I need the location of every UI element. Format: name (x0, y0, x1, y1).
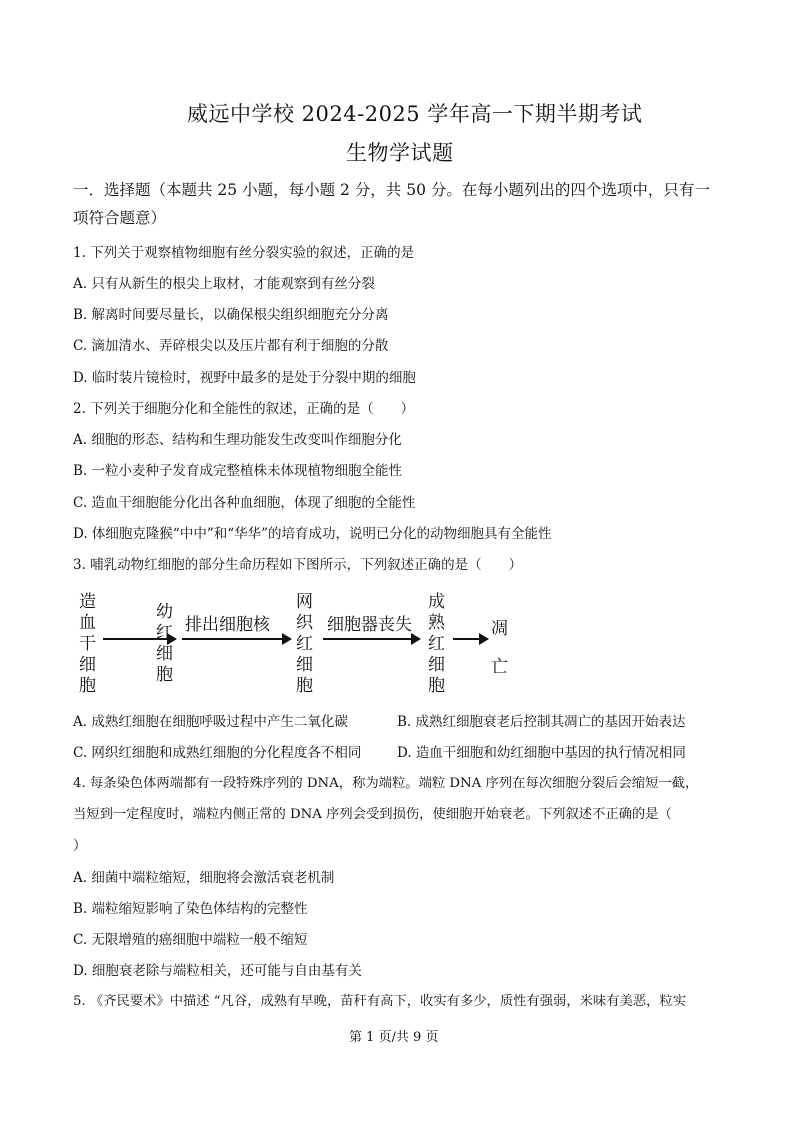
q2-option-b: B. 一粒小麦种子发育成完整植株未体现植物细胞全能性 (73, 463, 403, 479)
q2-option-d: D. 体细胞克隆猴“中中”和“华华”的培育成功，说明已分化的动物细胞具有全能性 (73, 526, 552, 542)
q4-stem-line2: 当短到一定程度时，端粒内侧正常的 DNA 序列会受到损伤，使细胞开始衰老。下列叙述不正确的是（ (73, 807, 672, 822)
q4-stem-line1: 4. 每条染色体两端都有一段特殊序列的 DNA，称为端粒。端粒 DNA 序列在每次细胞分裂后会缩短一截， (73, 776, 699, 791)
stage-young-red-cell: 幼 红 细 胞 (156, 602, 173, 685)
q1-option-c: C. 滴加清水、弄碎根尖以及压片都有利于细胞的分散 (73, 338, 389, 354)
q1-option-d: D. 临时装片镜检时，视野中最多的是处于分裂中期的细胞 (73, 370, 416, 386)
q4-option-c: C. 无限增殖的癌细胞中端粒一般不缩短 (73, 932, 308, 948)
arrow-2-label: 排出细胞核 (185, 615, 270, 635)
stage-mature-red-cell: 成 熟 红 细 胞 (428, 592, 445, 696)
q2-option-a: A. 细胞的形态、结构和生理功能发生改变叫作细胞分化 (73, 432, 402, 448)
q3-option-d: D. 造血干细胞和幼红细胞中基因的执行情况相同 (397, 745, 686, 761)
q1-stem: 1. 下列关于观察植物细胞有丝分裂实验的叙述，正确的是 (73, 245, 415, 261)
q3-option-c: C. 网织红细胞和成熟红细胞的分化程度各不相同 (73, 745, 362, 761)
q4-option-a: A. 细菌中端粒缩短，细胞将会激活衰老机制 (73, 870, 335, 886)
q3-option-b: B. 成熟红细胞衰老后控制其凋亡的基因开始表达 (397, 714, 686, 730)
q1-option-a: A. 只有从新生的根尖上取材，才能观察到有丝分裂 (73, 276, 375, 292)
q2-option-c: C. 造血干细胞能分化出各种血细胞，体现了细胞的全能性 (73, 495, 416, 511)
red-cell-lifecycle-figure (70, 588, 530, 698)
q5-stem: 5. 《齐民要术》中描述 “凡谷，成熟有早晚，苗秆有高下，收实有多少，质性有强弱，米味有美恶，粒实 (73, 994, 686, 1009)
arrow-3 (323, 638, 419, 640)
stage-apoptosis: 凋 亡 (491, 619, 508, 677)
q3-option-a: A. 成熟红细胞在细胞呼吸过程中产生二氧化碳 (73, 714, 348, 730)
exam-title: 威远中学校 2024-2025 学年高一下期半期考试 (187, 102, 643, 126)
q4-option-b: B. 端粒缩短影响了染色体结构的完整性 (73, 901, 308, 917)
section-heading-line2: 项符合题意） (73, 209, 167, 227)
q4-option-d: D. 细胞衰老除与端粒相关，还可能与自由基有关 (73, 963, 362, 979)
q2-stem: 2. 下列关于细胞分化和全能性的叙述，正确的是（ ） (73, 401, 415, 417)
q3-stem: 3. 哺乳动物红细胞的部分生命历程如下图所示，下列叙述正确的是（ ） (73, 557, 523, 573)
arrow-4 (453, 638, 487, 640)
stage-hematopoietic-stem-cell: 造 血 干 细 胞 (79, 592, 96, 696)
q4-stem-line3: ） (73, 838, 87, 854)
stage-reticulocyte: 网 织 红 细 胞 (296, 592, 313, 696)
page-footer: 第 1 页/共 9 页 (349, 1030, 439, 1045)
section-heading-line1: 一．选择题（本题共 25 小题，每小题 2 分，共 50 分。在每小题列出的四个选项中，只有一 (73, 181, 710, 199)
exam-subtitle: 生物学试题 (346, 141, 454, 165)
arrow-2 (182, 638, 290, 640)
arrow-3-label: 细胞器丧失 (327, 615, 412, 635)
q1-option-b: B. 解离时间要尽量长，以确保根尖组织细胞充分分离 (73, 307, 389, 323)
